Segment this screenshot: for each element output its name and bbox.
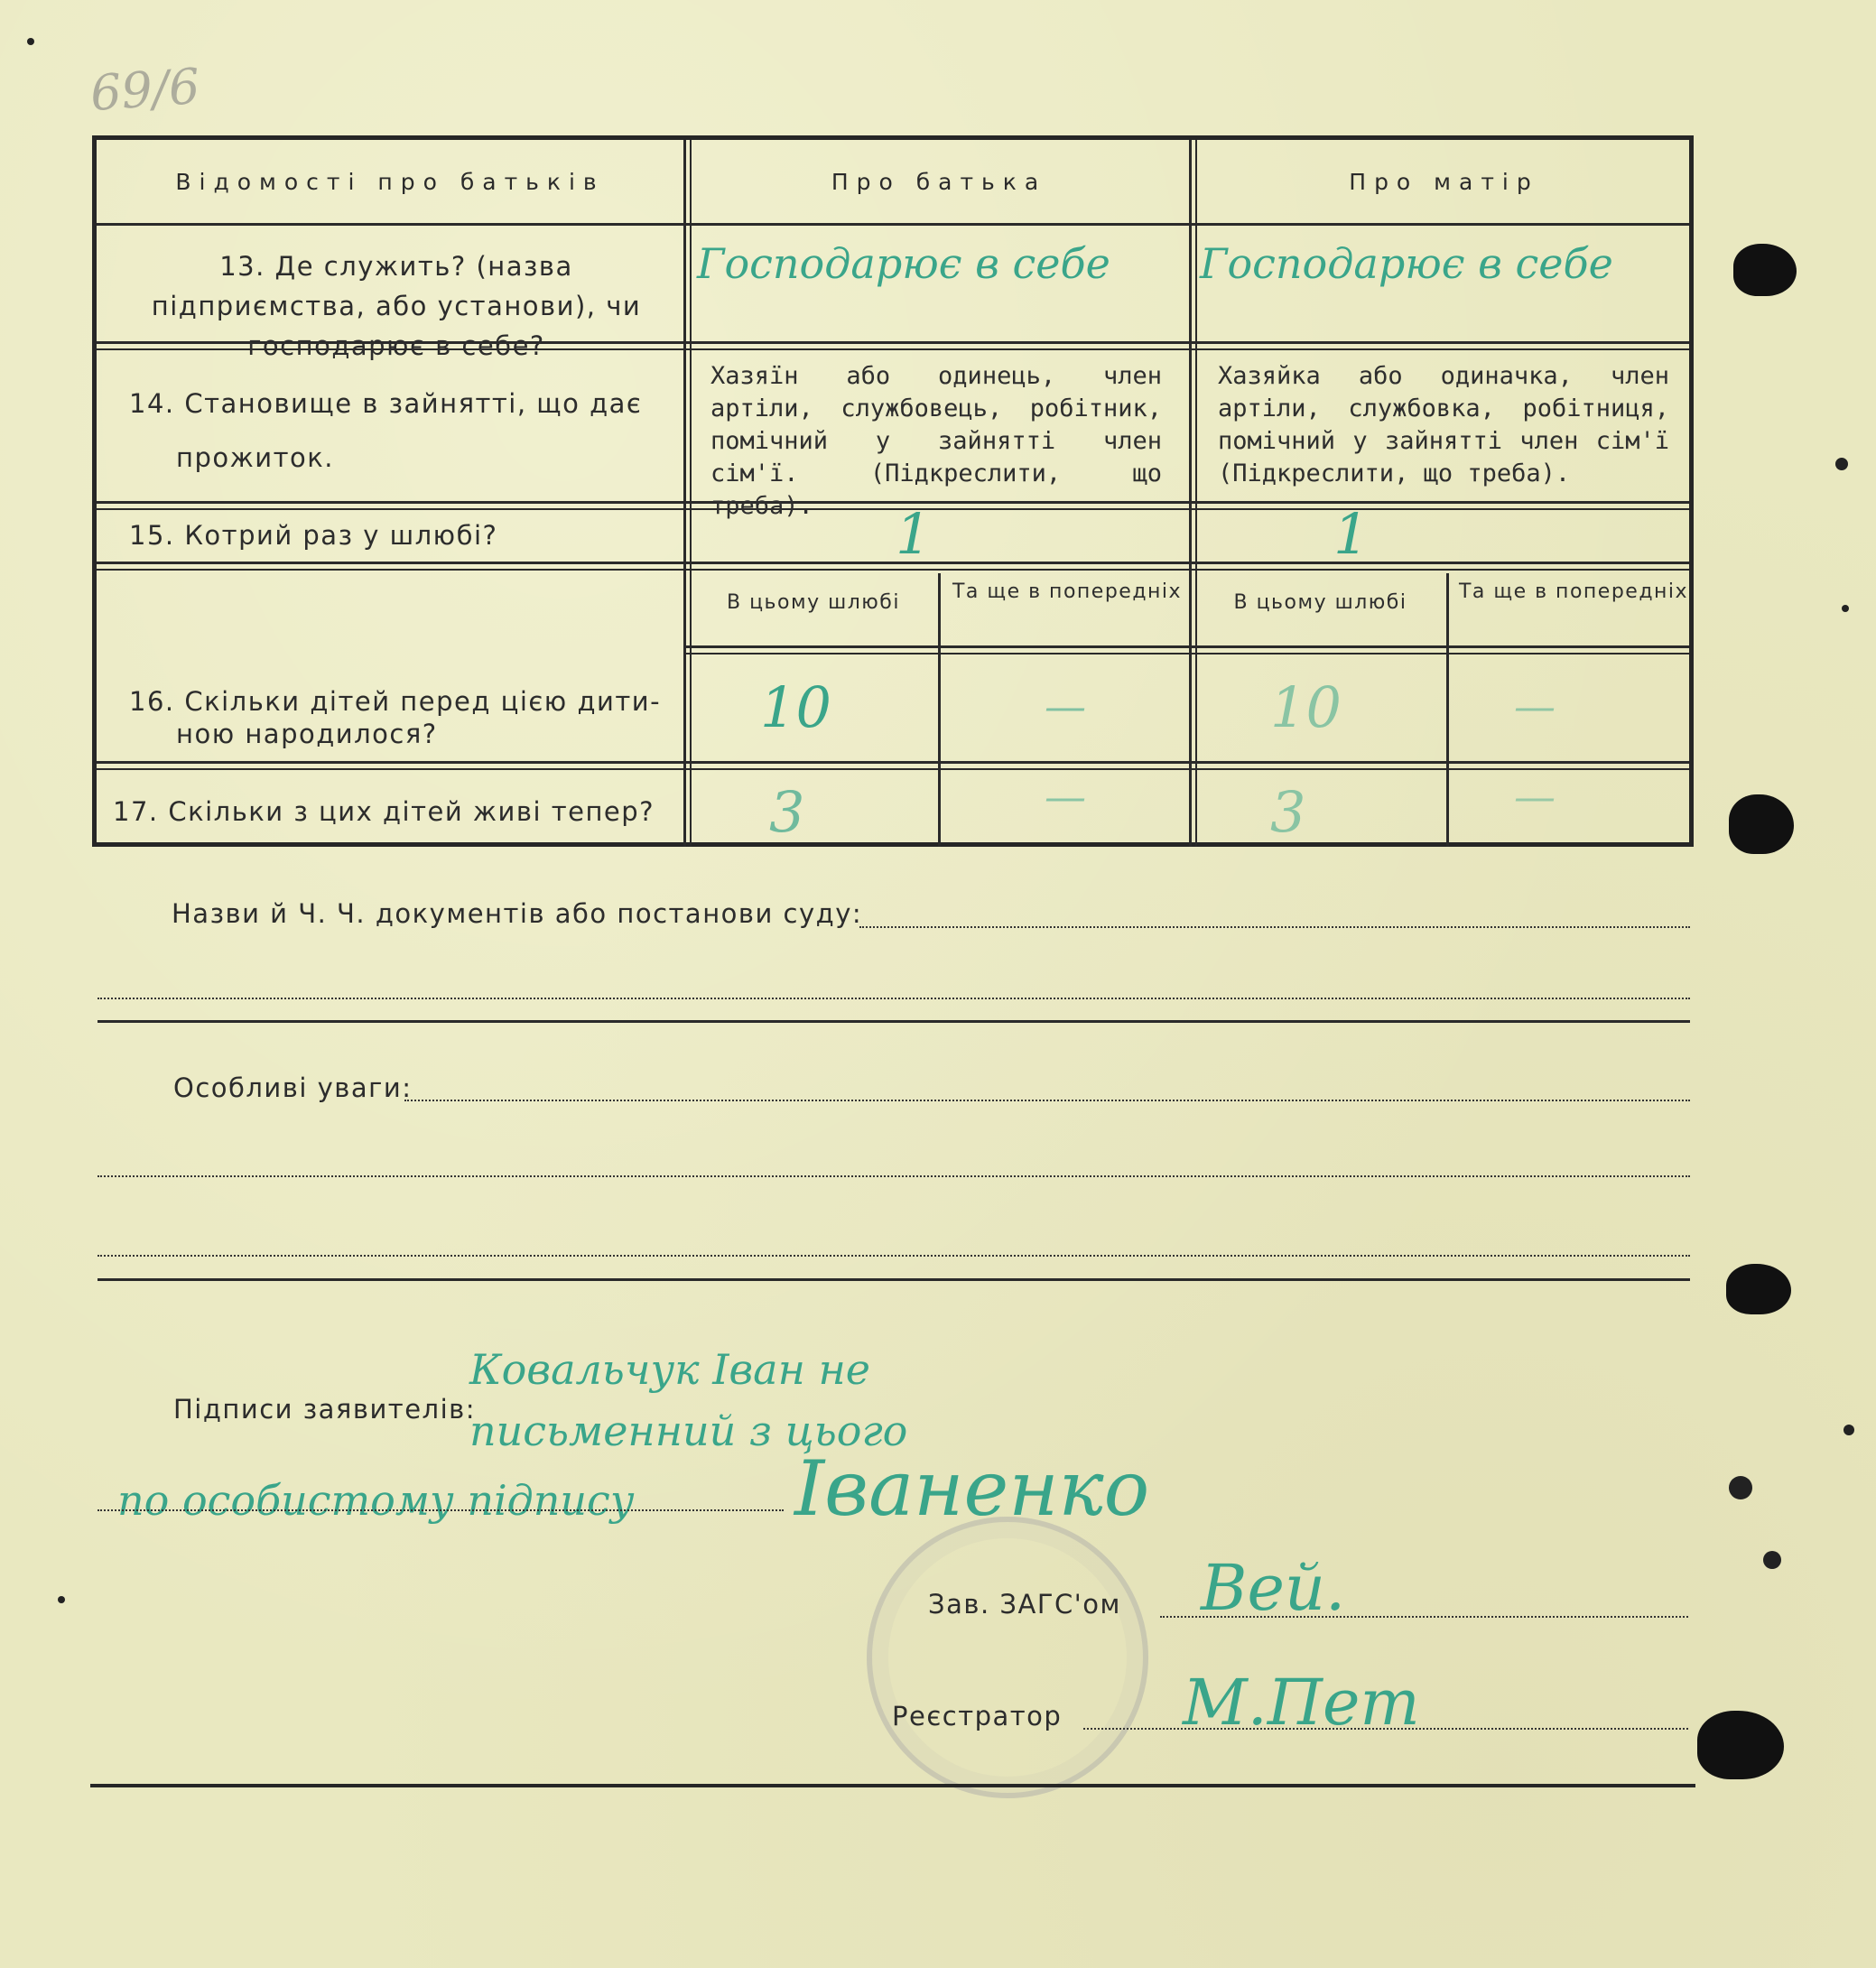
q16-mother-prev: — [1514,682,1556,730]
q14-father-options: Хазяїн або одинець, член артіли, службовець, робітник, помічний у зайнятті член сім'ї. (Підкреслити, що треба). [710,362,1162,520]
signature-note-line1: Ковальчук Іван не [469,1345,871,1394]
speck [1843,1425,1854,1435]
remarks-line-2 [98,1175,1690,1177]
official-stamp [867,1517,1148,1798]
q17-father-prev: — [1045,772,1086,821]
documents-label: Назви й Ч. Ч. документів або постанови суду: [172,898,863,929]
signature-note-line2: письменний з цього [469,1406,908,1455]
parents-info-table [92,135,1694,847]
rule-q15 [97,562,1689,571]
remarks-label: Особливі уваги: [173,1072,413,1103]
rule-q16 [97,761,1689,770]
registrar-signature: М.Пет [1183,1666,1420,1740]
divider-col-1 [683,140,692,847]
documents-line-1 [859,926,1690,928]
q14-mother-options: Хазяйка або одиначка, член артіли, службовка, робітниця, помічний у зайнятті член сім'ї (Підкреслити, що треба). [1218,362,1669,487]
zags-signature: Вей. [1201,1551,1346,1625]
q16-father-this: 10 [760,674,831,740]
binding-hole [1733,244,1797,296]
zags-label: Зав. ЗАГС'ом [928,1589,1121,1620]
q16-label-line1: 16. Скільки дітей перед цією дити- [129,686,662,717]
q17-mother-this: 3 [1270,779,1306,845]
archive-number: 69/6 [88,57,202,123]
header-father: Про батька [831,169,1047,195]
divider-col-2 [1189,140,1197,847]
applicant-signature: Іваненко [794,1444,1150,1533]
speck [1842,605,1849,612]
divider-mother-sub [1446,573,1449,847]
remarks-line-1 [404,1100,1690,1101]
signatures-label: Підписи заявителів: [173,1394,476,1425]
q16-father-prev: — [1045,682,1086,730]
q14-label-line2: прожиток. [176,442,334,473]
speck [58,1596,65,1603]
q16-label-line2: ною народилося? [176,719,438,749]
remarks-line-3 [98,1255,1690,1257]
speck [1729,1476,1752,1499]
header-mother: Про матір [1349,169,1539,195]
q16-mother-this: 10 [1270,674,1342,740]
speck [1835,458,1848,470]
binding-hole [1729,794,1794,854]
q15-label: 15. Котрий раз у шлюбі? [129,520,498,551]
q13-label: 13. Де служить? (назва підприємства, або установи), чи господарює в себе? [151,251,642,361]
q16-father-sub-prev: Та ще в попередніх [952,580,1183,603]
q15-father-answer: 1 [896,501,932,567]
q17-mother-prev: — [1514,772,1556,821]
binding-hole [1726,1264,1791,1314]
signature-note-line3: по особистому підпису [117,1476,635,1525]
documents-rule [98,1020,1690,1023]
signatures-line [98,1509,784,1511]
divider-father-sub [938,573,941,847]
header-parents: Відомості про батьків [175,169,605,195]
speck [27,38,34,45]
q16-father-sub-this: В цьому шлюбі [727,591,900,614]
registrar-label: Реєстратор [892,1701,1063,1731]
q17-label: 17. Скільки з цих дітей живі тепер? [113,796,655,827]
q14-label-line1: 14. Становище в зайнятті, що дає [129,388,643,419]
binding-hole [1697,1711,1784,1779]
documents-line-2 [98,998,1690,999]
q13-mother-answer: Господарює в себе [1200,239,1613,288]
rule-sub-header [685,645,1689,654]
q17-father-this: 3 [769,779,805,845]
q16-mother-sub-prev: Та ще в попередніх [1458,580,1689,603]
q16-mother-sub-this: В цьому шлюбі [1233,591,1407,614]
q13-father-answer: Господарює в себе [697,239,1110,288]
remarks-rule [98,1278,1690,1281]
q15-mother-answer: 1 [1333,501,1370,567]
bottom-rule [90,1784,1695,1787]
speck [1763,1551,1781,1569]
rule-header [97,223,1689,226]
